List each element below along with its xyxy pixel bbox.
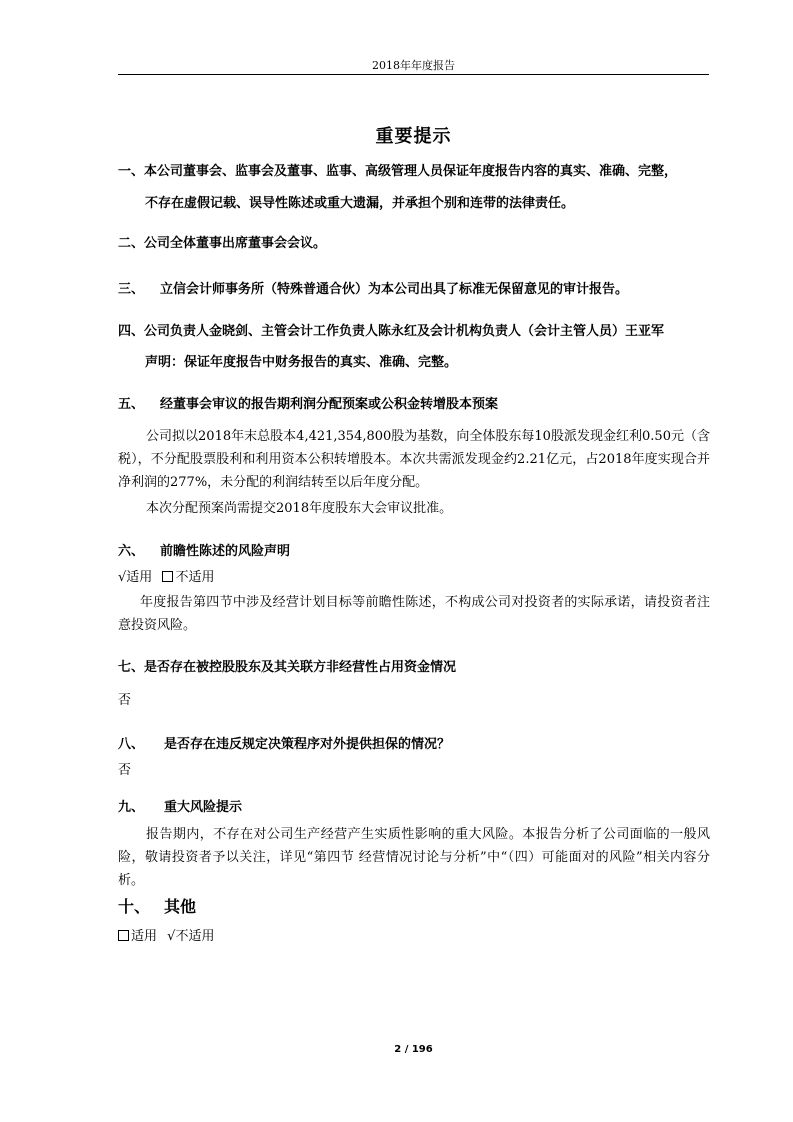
- section-8-answer: 否: [118, 763, 132, 778]
- page-number: 2 / 196: [394, 1044, 433, 1055]
- section-10-heading: [118, 895, 196, 919]
- section-5-text: 经董事会审议的报告期利润分配预案或公积金转增股本预案: [160, 397, 499, 412]
- section-10-not-applicable-checked: √不适用: [167, 929, 215, 944]
- section-4-heading: [118, 320, 664, 344]
- section-7-number: 七、: [118, 660, 145, 675]
- section-6-applicability: [118, 568, 214, 588]
- section-1-number: 一、: [118, 164, 145, 179]
- section-8-number: 八、: [118, 737, 145, 752]
- section-2-number: 二、: [118, 236, 145, 251]
- section-7-text: 是否存在被控股股东及其关联方非经营性占用资金情况: [144, 660, 457, 675]
- section-5-heading: [118, 393, 498, 417]
- section-3-heading: [118, 278, 628, 302]
- section-6-applicable-checked: √适用: [118, 570, 153, 585]
- section-5-number: 五、: [118, 397, 145, 412]
- section-4-line1: 公司负责人金晓剑、主管会计工作负责人陈永红及会计机构负责人（会计主管人员）王亚军: [144, 324, 665, 339]
- report-header: 2018年年度报告: [372, 59, 455, 72]
- section-1-line2: 不存在虚假记载、误导性陈述或重大遗漏，并承担个别和连带的法律责任。: [145, 196, 575, 211]
- section-7-heading: [118, 656, 456, 680]
- checkbox-empty-icon: [118, 930, 129, 941]
- section-7-answer: 否: [118, 693, 132, 708]
- section-10-number: 十、: [118, 897, 151, 916]
- section-6-text: 前瞻性陈述的风险声明: [160, 544, 291, 559]
- section-9-text: 重大风险提示: [164, 800, 243, 815]
- section-3-text: 立信会计师事务所（特殊普通合伙）为本公司出具了标准无保留意见的审计报告。: [160, 282, 629, 297]
- section-4-number: 四、: [118, 324, 145, 339]
- section-6-paragraph: 年度报告第四节中涉及经营计划目标等前瞻性陈述，不构成公司对投资者的实际承诺，请投资者注意投资风险。: [118, 595, 710, 633]
- page-title: 重要提示: [375, 126, 452, 147]
- section-6-heading: [118, 540, 290, 564]
- section-5-note: 本次分配预案尚需提交2018年度股东大会审议批准。: [146, 501, 453, 516]
- section-8-heading: [118, 733, 450, 757]
- section-2-heading: [118, 232, 326, 256]
- section-3-number: 三、: [118, 282, 145, 297]
- section-9-paragraph: 报告期内，不存在对公司生产经营产生实质性影响的重大风险。本报告分析了公司面临的一般风险，敬请投资者予以关注，详见“第四节 经营情况讨论与分析”中“（四）可能面对的风险”相关内容分析。: [118, 827, 710, 888]
- section-10-applicability: [118, 927, 214, 947]
- section-10-text: 其他: [164, 897, 197, 916]
- section-6-number: 六、: [118, 544, 145, 559]
- section-9-number: 九、: [118, 800, 145, 815]
- section-4-line2: 声明：保证年度报告中财务报告的真实、准确、完整。: [145, 355, 458, 370]
- section-9-heading: [118, 796, 242, 820]
- header-divider: [118, 74, 709, 75]
- section-1-line1: 本公司董事会、监事会及董事、监事、高级管理人员保证年度报告内容的真实、准确、完整，: [144, 164, 678, 179]
- section-1-heading: [118, 160, 677, 184]
- section-5-paragraph: 公司拟以2018年末总股本4,421,354,800股为基数，向全体股东每10股派发现金红利0.50元（含税），不分配股票股利和利用资本公积转增股本。本次共需派发现金约2.21亿元，占2018年度实现合并净利润的277%，未分配的利润结转至以后年度分配。: [118, 429, 710, 490]
- checkbox-empty-icon: [162, 571, 173, 582]
- section-2-text: 公司全体董事出席董事会会议。: [144, 236, 327, 251]
- section-10-applicable: 适用: [131, 929, 158, 944]
- section-6-not-applicable: 不适用: [175, 570, 215, 585]
- section-8-text: 是否存在违反规定决策程序对外提供担保的情况？: [164, 737, 451, 752]
